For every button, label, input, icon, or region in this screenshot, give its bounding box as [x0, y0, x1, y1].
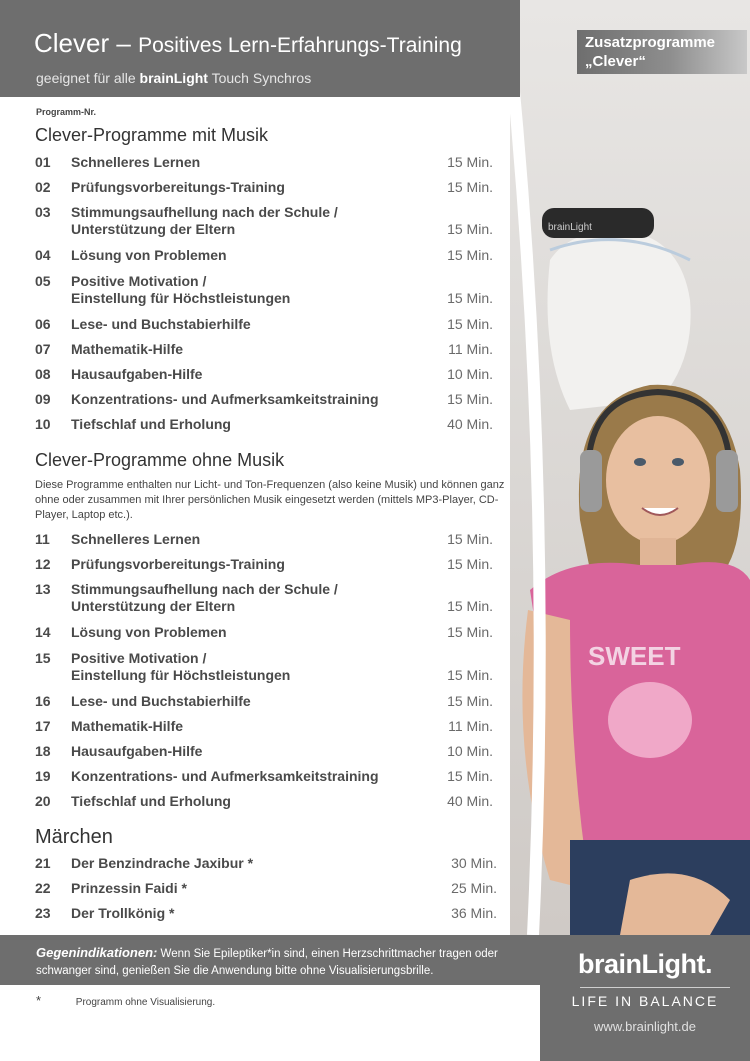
program-row	[35, 743, 493, 763]
program-row	[35, 204, 493, 244]
program-duration: 11 Min.	[448, 340, 493, 357]
section-title-maerchen: Märchen	[35, 826, 113, 848]
program-row	[35, 531, 493, 551]
tag-line2: „Clever“	[585, 53, 646, 70]
program-row	[35, 316, 493, 336]
program-name-line2: Einstellung für Höchstleistungen	[71, 289, 291, 306]
program-row	[35, 718, 493, 738]
program-number: 16	[35, 692, 51, 709]
program-duration: 15 Min.	[447, 289, 493, 306]
program-duration: 15 Min.	[447, 598, 493, 615]
program-row	[35, 793, 493, 813]
program-row	[35, 391, 493, 411]
program-name: Stimmungsaufhellung nach der Schule /	[71, 581, 338, 598]
program-duration: 11 Min.	[448, 717, 493, 734]
program-duration: 15 Min.	[447, 179, 493, 196]
brand-tagline: LIFE IN BALANCE	[571, 993, 719, 1009]
subtitle-pre: geeignet für alle	[36, 70, 136, 86]
program-name-line2: Unterstützung der Eltern	[71, 221, 236, 238]
photo-illustration	[510, 0, 750, 935]
program-row	[35, 556, 493, 576]
program-number: 01	[35, 154, 51, 170]
program-name: Lese- und Buchstabierhilfe	[71, 692, 251, 709]
program-row	[35, 624, 493, 644]
program-number: 22	[35, 880, 51, 897]
program-name: Tiefschlaf und Erholung	[71, 416, 231, 433]
section-description: Diese Programme enthalten nur Licht- und Ton-Frequenzen (also keine Musik) und können ganz ohne oder zusammen mit Ihrer persönlichen Musik eingesetzt werden (mittels MP3-Player, CD-Player, Laptop etc.).	[35, 479, 505, 521]
photo-girl-headphones	[510, 0, 750, 935]
program-number: 20	[35, 793, 51, 810]
contraindication-band	[0, 935, 540, 985]
program-number: 09	[35, 391, 51, 408]
program-row	[35, 273, 493, 313]
program-number: 08	[35, 366, 51, 382]
contraindication-text: Wenn Sie Epileptiker*in sind, einen Herzschrittmacher tragen oder schwanger sind, genießen Sie die Anwendung bitte ohne Visualisierungsbrille.	[36, 948, 498, 977]
footnote-text: Programm ohne Visualisierung.	[75, 997, 216, 1008]
zusatzprogramme-tag	[577, 30, 747, 74]
program-duration: 15 Min.	[447, 692, 493, 709]
light-glasses	[542, 208, 654, 238]
program-duration: 15 Min.	[447, 221, 493, 238]
section-title-without-music: Clever-Programme ohne Musik	[35, 450, 285, 470]
program-row	[35, 366, 493, 386]
program-name: Schnelleres Lernen	[71, 531, 201, 547]
program-number: 12	[35, 556, 51, 573]
program-row	[35, 154, 493, 174]
program-row	[35, 880, 497, 900]
brand-block	[540, 935, 750, 1061]
contraindication-lead: Gegenindikationen:	[36, 945, 158, 960]
program-row	[35, 905, 497, 925]
program-name: Der Benzindrache Jaxibur *	[71, 855, 254, 871]
header-band	[0, 0, 520, 97]
program-name: Positive Motivation /	[71, 272, 207, 289]
program-duration: 15 Min.	[447, 247, 493, 264]
program-number: 04	[35, 247, 51, 264]
title-main: Clever –	[34, 28, 131, 58]
program-duration: 10 Min.	[447, 743, 493, 759]
program-name: Hausaufgaben-Hilfe	[71, 366, 203, 382]
program-duration: 36 Min.	[451, 905, 497, 922]
program-number: 11	[35, 531, 50, 547]
program-duration: 15 Min.	[447, 154, 493, 170]
program-number: 10	[35, 416, 51, 433]
program-name: Schnelleres Lernen	[71, 154, 201, 170]
program-name: Hausaufgaben-Hilfe	[71, 743, 203, 759]
program-duration: 15 Min.	[447, 556, 493, 573]
program-name: Der Trollkönig *	[71, 905, 175, 922]
program-name: Lösung von Problemen	[71, 247, 227, 264]
program-duration: 15 Min.	[447, 391, 493, 408]
program-name: Stimmungsaufhellung nach der Schule /	[71, 204, 338, 221]
program-name: Prüfungsvorbereitungs-Training	[71, 179, 285, 196]
program-duration: 40 Min.	[447, 793, 493, 810]
page-title	[34, 28, 462, 59]
program-name: Konzentrations- und Aufmerksamkeitstraining	[71, 768, 379, 785]
program-row	[35, 650, 493, 690]
program-name-line2: Unterstützung der Eltern	[71, 598, 236, 615]
program-name: Lösung von Problemen	[71, 624, 227, 641]
program-name: Lese- und Buchstabierhilfe	[71, 315, 251, 332]
program-row	[35, 247, 493, 267]
program-name: Konzentrations- und Aufmerksamkeitstraining	[71, 391, 379, 408]
brand-divider	[580, 987, 730, 988]
program-duration: 15 Min.	[447, 315, 493, 332]
program-duration: 15 Min.	[447, 768, 493, 785]
program-number: 05	[35, 272, 51, 289]
program-name-line2: Einstellung für Höchstleistungen	[71, 666, 291, 683]
program-number: 19	[35, 768, 51, 785]
program-number: 02	[35, 179, 51, 196]
program-name: Mathematik-Hilfe	[71, 340, 184, 357]
program-number: 17	[35, 717, 51, 734]
title-sub: Positives Lern-Erfahrungs-Training	[138, 34, 462, 57]
program-duration: 10 Min.	[447, 366, 493, 382]
brand-url[interactable]: www.brainlight.de	[594, 1019, 696, 1034]
program-name: Mathematik-Hilfe	[71, 717, 184, 734]
page-subtitle	[36, 70, 311, 86]
section-title-with-music: Clever-Programme mit Musik	[35, 125, 269, 145]
subtitle-post: Touch Synchros	[211, 70, 312, 86]
program-number: 15	[35, 649, 51, 666]
program-number: 23	[35, 905, 51, 922]
program-name: Prüfungsvorbereitungs-Training	[71, 556, 285, 573]
program-duration: 15 Min.	[447, 666, 493, 683]
program-number: 06	[35, 315, 51, 332]
program-number: 21	[35, 855, 51, 871]
program-duration: 30 Min.	[451, 855, 497, 871]
subtitle-brand: brainLight	[139, 70, 208, 86]
program-duration: 40 Min.	[447, 416, 493, 433]
program-number-label: Programm-Nr.	[36, 107, 97, 117]
program-duration: 15 Min.	[447, 624, 493, 641]
footnote-star: *	[36, 993, 42, 1008]
shirt-print-text: SWEET	[588, 641, 681, 671]
program-number: 07	[35, 340, 51, 357]
program-name: Positive Motivation /	[71, 649, 207, 666]
footnote	[36, 993, 215, 1008]
program-row	[35, 693, 493, 713]
glasses-brand-text: brainLight	[548, 222, 592, 233]
program-row	[35, 768, 493, 788]
program-number: 13	[35, 581, 51, 598]
program-number: 14	[35, 624, 51, 641]
program-row	[35, 416, 493, 436]
program-name: Prinzessin Faidi *	[71, 880, 187, 897]
program-name: Tiefschlaf und Erholung	[71, 793, 231, 810]
brainlight-logo: brainLight.	[578, 949, 712, 979]
program-duration: 15 Min.	[447, 531, 493, 547]
program-duration: 25 Min.	[451, 880, 497, 897]
program-row	[35, 179, 493, 199]
tag-line1: Zusatzprogramme	[585, 34, 716, 51]
program-row	[35, 581, 493, 621]
program-row	[35, 855, 497, 875]
program-number: 18	[35, 743, 51, 759]
program-number: 03	[35, 204, 51, 221]
program-row	[35, 341, 493, 361]
